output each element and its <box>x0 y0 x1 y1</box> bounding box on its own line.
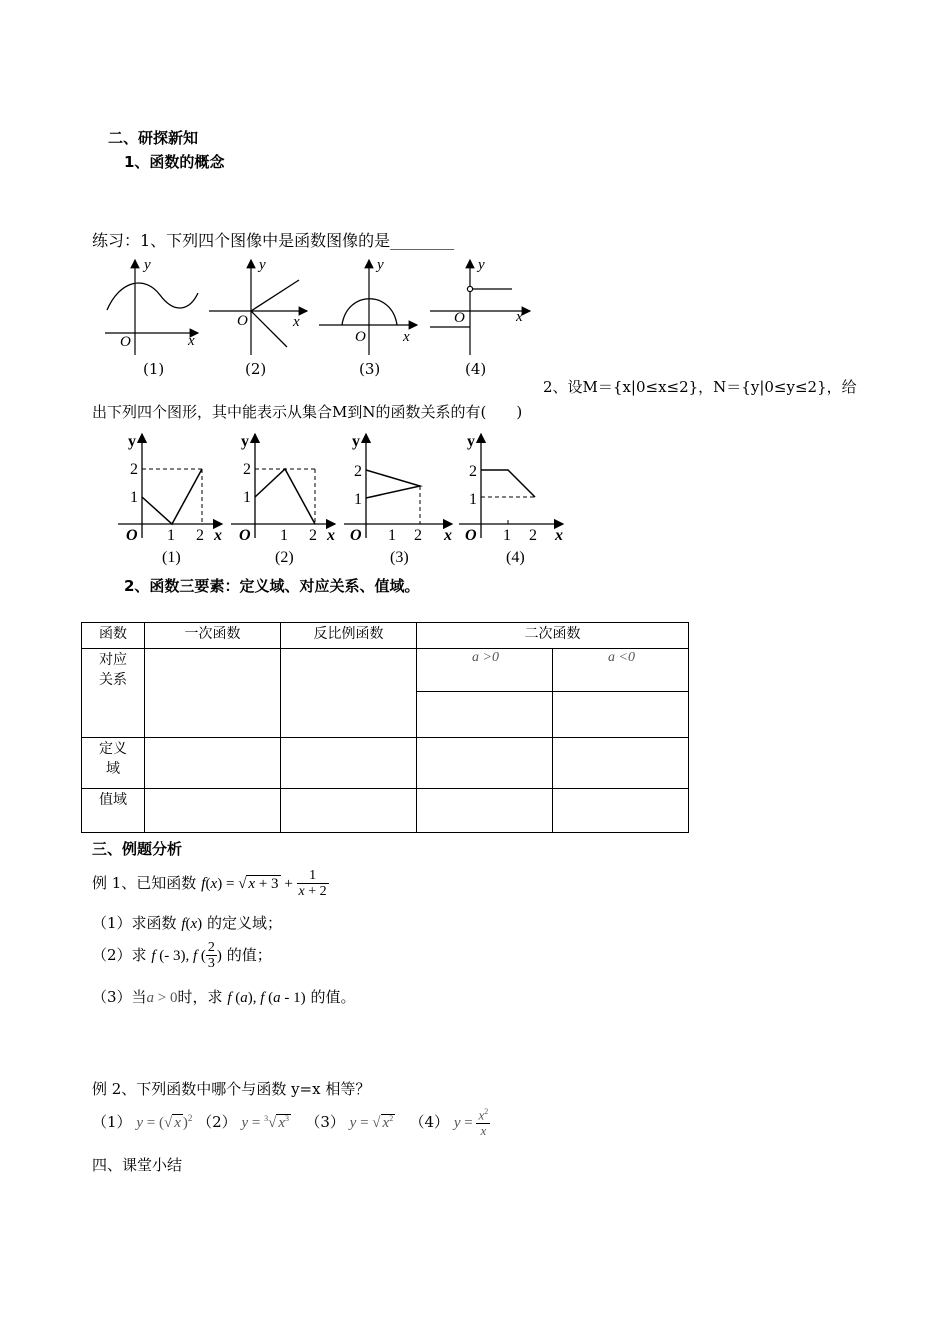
svg-text:y: y <box>352 433 360 450</box>
table-header-linear: 一次函数 <box>145 623 281 649</box>
table-row-label-range: 值域 <box>82 789 145 833</box>
mapping-graph-3 <box>344 433 452 544</box>
table-cell <box>145 789 281 833</box>
svg-text:y: y <box>144 257 151 273</box>
svg-text:x: x <box>403 329 410 345</box>
graph-3 <box>319 257 417 355</box>
svg-text:2: 2 <box>529 527 537 544</box>
svg-text:O: O <box>350 527 362 544</box>
svg-text:x: x <box>293 314 300 330</box>
svg-text:1: 1 <box>469 491 477 508</box>
example-2-options: （1） y = (√ x )$^2$ （2） y = $^3$√ $x^3$ （3） y = √ $x^2$ （4） y = $\frac{x^2}{x}$ <box>92 1107 489 1138</box>
table-header-function: 函数 <box>82 623 145 649</box>
table-cell <box>281 649 417 738</box>
example-1-question-2: （2）求 f (- 3), f ( $\frac{2}{3}$ ) 的值； <box>92 940 272 972</box>
svg-text:x: x <box>555 527 563 544</box>
svg-text:2: 2 <box>414 527 422 544</box>
svg-text:(3): (3) <box>390 549 409 566</box>
svg-text:2: 2 <box>243 461 251 478</box>
example-2-stem: 例 2、下列函数中哪个与函数 y=x 相等？ <box>92 1080 371 1098</box>
table-cell <box>417 789 553 833</box>
graph-label-4: (4) <box>465 360 487 378</box>
svg-text:O: O <box>465 527 477 544</box>
svg-text:O: O <box>126 527 138 544</box>
svg-text:2: 2 <box>469 463 477 480</box>
table-cell <box>417 738 553 789</box>
svg-text:(1): (1) <box>162 549 181 566</box>
svg-text:O: O <box>454 310 465 326</box>
table-cell <box>553 738 689 789</box>
svg-text:y: y <box>241 433 249 450</box>
table-cell-a-negative: a <0 <box>553 649 689 692</box>
table-cell <box>281 789 417 833</box>
svg-text:y: y <box>478 257 485 273</box>
svg-text:x: x <box>516 309 523 325</box>
svg-text:1: 1 <box>167 527 175 544</box>
exercise-2-graphs <box>110 428 570 568</box>
svg-text:2: 2 <box>130 461 138 478</box>
section-title-3: 三、例题分析 <box>92 840 183 858</box>
table-header-inverse: 反比例函数 <box>281 623 417 649</box>
example-1-question-1: （1）求函数 f(x) 的定义域； <box>92 914 282 932</box>
section-title-4: 四、课堂小结 <box>92 1156 183 1174</box>
svg-text:y: y <box>259 257 266 273</box>
table-header-quadratic: 二次函数 <box>417 623 689 649</box>
svg-text:2: 2 <box>309 527 317 544</box>
subsection-three-elements: 2、函数三要素：定义域、对应关系、值域。 <box>124 577 420 595</box>
table-cell <box>145 738 281 789</box>
subsection-function-concept: 1、函数的概念 <box>124 153 225 171</box>
section-title-2: 二、研探新知 <box>108 129 199 147</box>
mapping-graph-4 <box>459 433 563 544</box>
graph-4 <box>430 257 530 355</box>
exercise-1-text: 练习：1、下列四个图像中是函数图像的是________ <box>92 231 455 250</box>
svg-text:(4): (4) <box>506 549 525 566</box>
table-row-label-mapping: 对应 关系 <box>82 649 145 738</box>
graph-label-3: (3) <box>359 360 381 378</box>
svg-text:y: y <box>377 257 384 273</box>
svg-text:1: 1 <box>243 489 251 506</box>
svg-text:x: x <box>214 527 222 544</box>
svg-text:O: O <box>237 313 248 329</box>
exercise-2-line-1: 2、设M＝{x|0≤x≤2}，N＝{y|0≤y≤2}，给 <box>543 378 857 396</box>
mapping-graph-2 <box>231 433 335 544</box>
table-cell <box>145 649 281 738</box>
svg-text:y: y <box>128 433 136 450</box>
svg-text:1: 1 <box>388 527 396 544</box>
graph-label-2: (2) <box>245 360 267 378</box>
svg-text:x: x <box>444 527 452 544</box>
svg-text:1: 1 <box>130 489 138 506</box>
svg-text:O: O <box>355 329 366 345</box>
svg-text:x: x <box>327 527 335 544</box>
svg-text:O: O <box>239 527 251 544</box>
svg-text:O: O <box>120 334 131 350</box>
svg-text:1: 1 <box>503 527 511 544</box>
graph-1 <box>105 257 198 355</box>
svg-text:1: 1 <box>354 491 362 508</box>
svg-text:y: y <box>467 433 475 450</box>
table-cell <box>281 738 417 789</box>
graph-2 <box>209 257 307 355</box>
svg-text:1: 1 <box>280 527 288 544</box>
example-1-question-3: （3）当a > 0时，求 f (a), f (a - 1) 的值。 <box>92 988 356 1006</box>
table-cell <box>553 789 689 833</box>
example-1-stem: 例 1、已知函数 f(x) = √ x + 3 + $\frac{1}{x + 2}$ <box>92 868 327 900</box>
graph-label-1: (1) <box>143 360 165 378</box>
table-cell <box>417 692 553 738</box>
function-elements-table <box>81 622 689 833</box>
svg-text:x: x <box>188 333 195 349</box>
mapping-graph-1 <box>118 433 222 544</box>
svg-text:2: 2 <box>354 463 362 480</box>
exercise-2-line-2: 出下列四个图形，其中能表示从集合M到N的函数关系的有( ) <box>92 403 523 421</box>
table-row-label-domain: 定义 域 <box>82 738 145 789</box>
svg-text:2: 2 <box>196 527 204 544</box>
svg-text:(2): (2) <box>275 549 294 566</box>
table-cell <box>553 692 689 738</box>
table-cell-a-positive: a >0 <box>417 649 553 692</box>
